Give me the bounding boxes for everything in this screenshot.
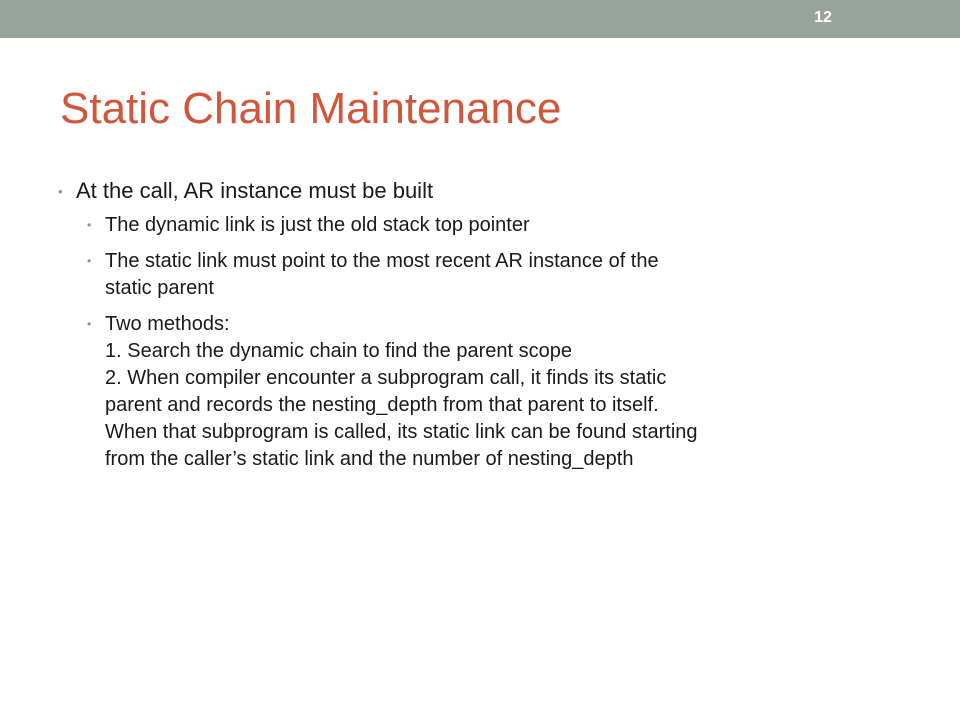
sub-bullet-static-link xyxy=(58,248,908,302)
content-body xyxy=(58,176,908,482)
sub-bullet-list xyxy=(58,212,908,473)
sub-bullet-dynamic-link xyxy=(58,212,908,239)
bullet-dot-icon: • xyxy=(87,218,92,232)
sub-bullet-text-line: from the caller’s static link and the number of nesting_depth xyxy=(105,448,634,470)
sub-bullet-text-line: The static link must point to the most recent AR instance of the xyxy=(105,250,659,272)
sub-bullet-text-line: static parent xyxy=(105,277,214,299)
bullet-dot-icon: • xyxy=(87,254,92,268)
slide-title: Static Chain Maintenance xyxy=(60,84,562,133)
top-bar xyxy=(0,0,960,38)
sub-bullet-text: The dynamic link is just the old stack top pointer xyxy=(105,214,530,236)
bullet-dot-icon: • xyxy=(87,317,92,331)
sub-bullet-text-line: When that subprogram is called, its static link can be found starting xyxy=(105,421,698,443)
bullet-level1-text: At the call, AR instance must be built xyxy=(76,178,434,203)
sub-bullet-text-line: Two methods: xyxy=(105,313,230,335)
sub-bullet-two-methods xyxy=(58,311,908,473)
bullet-dot-icon: • xyxy=(58,184,63,199)
bullet-level1 xyxy=(58,176,908,206)
sub-bullet-text-line: parent and records the nesting_depth from that parent to itself. xyxy=(105,394,659,416)
sub-bullet-text-line: 2. When compiler encounter a subprogram call, it finds its static xyxy=(105,367,667,389)
sub-bullet-text-line: 1. Search the dynamic chain to find the parent scope xyxy=(105,340,572,362)
slide-number: 12 xyxy=(814,9,832,26)
